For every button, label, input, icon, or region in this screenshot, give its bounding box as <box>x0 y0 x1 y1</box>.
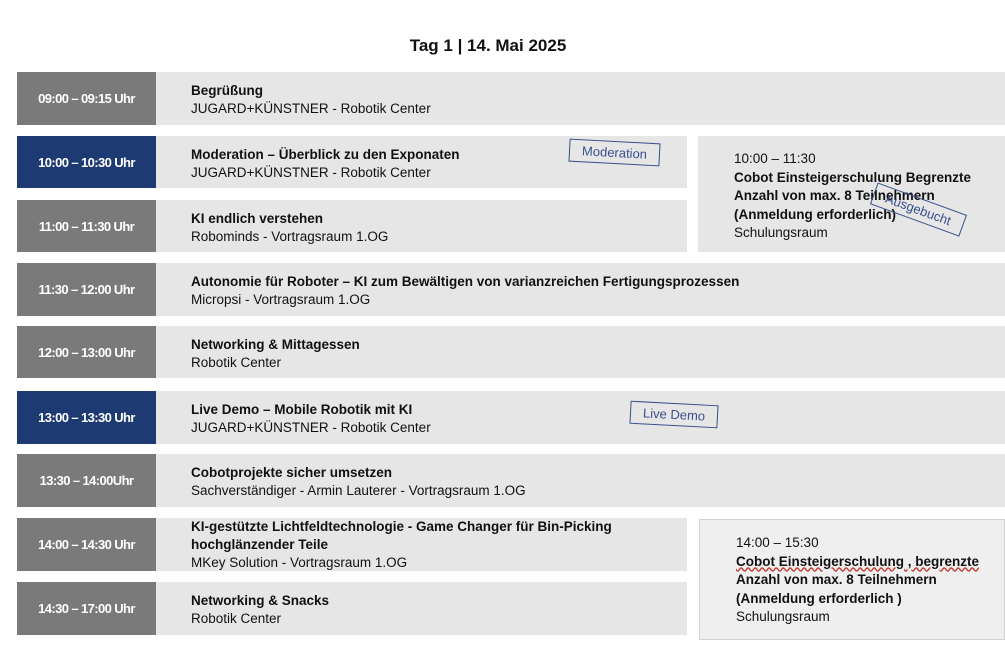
side-session-room: Schulungsraum <box>736 609 830 624</box>
moderation-stamp: Moderation <box>568 139 660 167</box>
side-session-title: Cobot Einsteigerschulung , begrenzte <box>736 553 980 569</box>
time-slot: 13:00 – 13:30 Uhr <box>17 391 156 444</box>
side-session-title: Cobot Einsteigerschulung Begrenzte <box>734 169 972 185</box>
side-session-detail: Anzahl von max. 8 Teilnehmern <box>734 188 935 203</box>
time-slot: 11:00 – 11:30 Uhr <box>17 200 156 252</box>
session-cell <box>156 263 1005 316</box>
session-location: Robominds - Vortragsraum 1.OG <box>191 229 389 244</box>
time-slot: 10:00 – 10:30 Uhr <box>17 136 156 188</box>
side-session-room: Schulungsraum <box>734 225 828 240</box>
session-title: Networking & Mittagessen <box>191 337 360 352</box>
time-slot: 14:00 – 14:30 Uhr <box>17 518 156 571</box>
time-slot: 09:00 – 09:15 Uhr <box>17 72 156 125</box>
session-cell <box>156 391 1005 444</box>
session-cell <box>156 72 1005 125</box>
session-location: MKey Solution - Vortragsraum 1.OG <box>191 555 408 570</box>
session-location: JUGARD+KÜNSTNER - Robotik Center <box>191 420 431 435</box>
session-title: Cobotprojekte sicher umsetzen <box>191 465 393 480</box>
ausgebucht-stamp: Ausgebucht <box>870 183 967 237</box>
time-slot: 13:30 – 14:00Uhr <box>17 454 156 507</box>
session-location: Micropsi - Vortragsraum 1.OG <box>191 292 371 307</box>
session-cell <box>156 518 687 571</box>
side-session-note: (Anmeldung erforderlich) <box>734 206 897 222</box>
session-title: Autonomie für Roboter – KI zum Bewältigen von varianzreichen Fertigungsprozessen <box>191 274 740 289</box>
time-slot: 12:00 – 13:00 Uhr <box>17 326 156 378</box>
session-location: Sachverständiger - Armin Lauterer - Vortragsraum 1.OG <box>191 483 526 498</box>
session-title: Moderation – Überblick zu den Exponaten <box>191 147 460 162</box>
session-cell <box>156 200 687 252</box>
session-title: Live Demo – Mobile Robotik mit KI <box>191 402 413 417</box>
side-session-note: (Anmeldung erforderlich ) <box>736 590 902 606</box>
session-cell <box>156 582 687 635</box>
session-title: Begrüßung <box>191 83 263 98</box>
side-session-time: 10:00 – 11:30 <box>734 151 816 166</box>
live-demo-stamp: Live Demo <box>629 401 718 429</box>
session-title-cont: hochglänzender Teile <box>191 537 329 552</box>
session-cell <box>156 326 1005 378</box>
session-location: Robotik Center <box>191 611 282 626</box>
page-title: Tag 1 | 14. Mai 2025 <box>409 36 567 55</box>
time-slot: 14:30 – 17:00 Uhr <box>17 582 156 635</box>
side-session-detail: Anzahl von max. 8 Teilnehmern <box>736 572 937 587</box>
session-title: Networking & Snacks <box>191 593 330 608</box>
session-location: JUGARD+KÜNSTNER - Robotik Center <box>191 165 431 180</box>
side-session-training <box>699 519 1005 640</box>
session-cell <box>156 454 1005 507</box>
side-session-time: 14:00 – 15:30 <box>736 535 819 550</box>
session-title: KI-gestützte Lichtfeldtechnologie - Game Changer für Bin-Picking <box>191 519 612 534</box>
session-location: Robotik Center <box>191 355 282 370</box>
time-slot: 11:30 – 12:00 Uhr <box>17 263 156 316</box>
session-location: JUGARD+KÜNSTNER - Robotik Center <box>191 101 431 116</box>
session-title: KI endlich verstehen <box>191 211 324 226</box>
